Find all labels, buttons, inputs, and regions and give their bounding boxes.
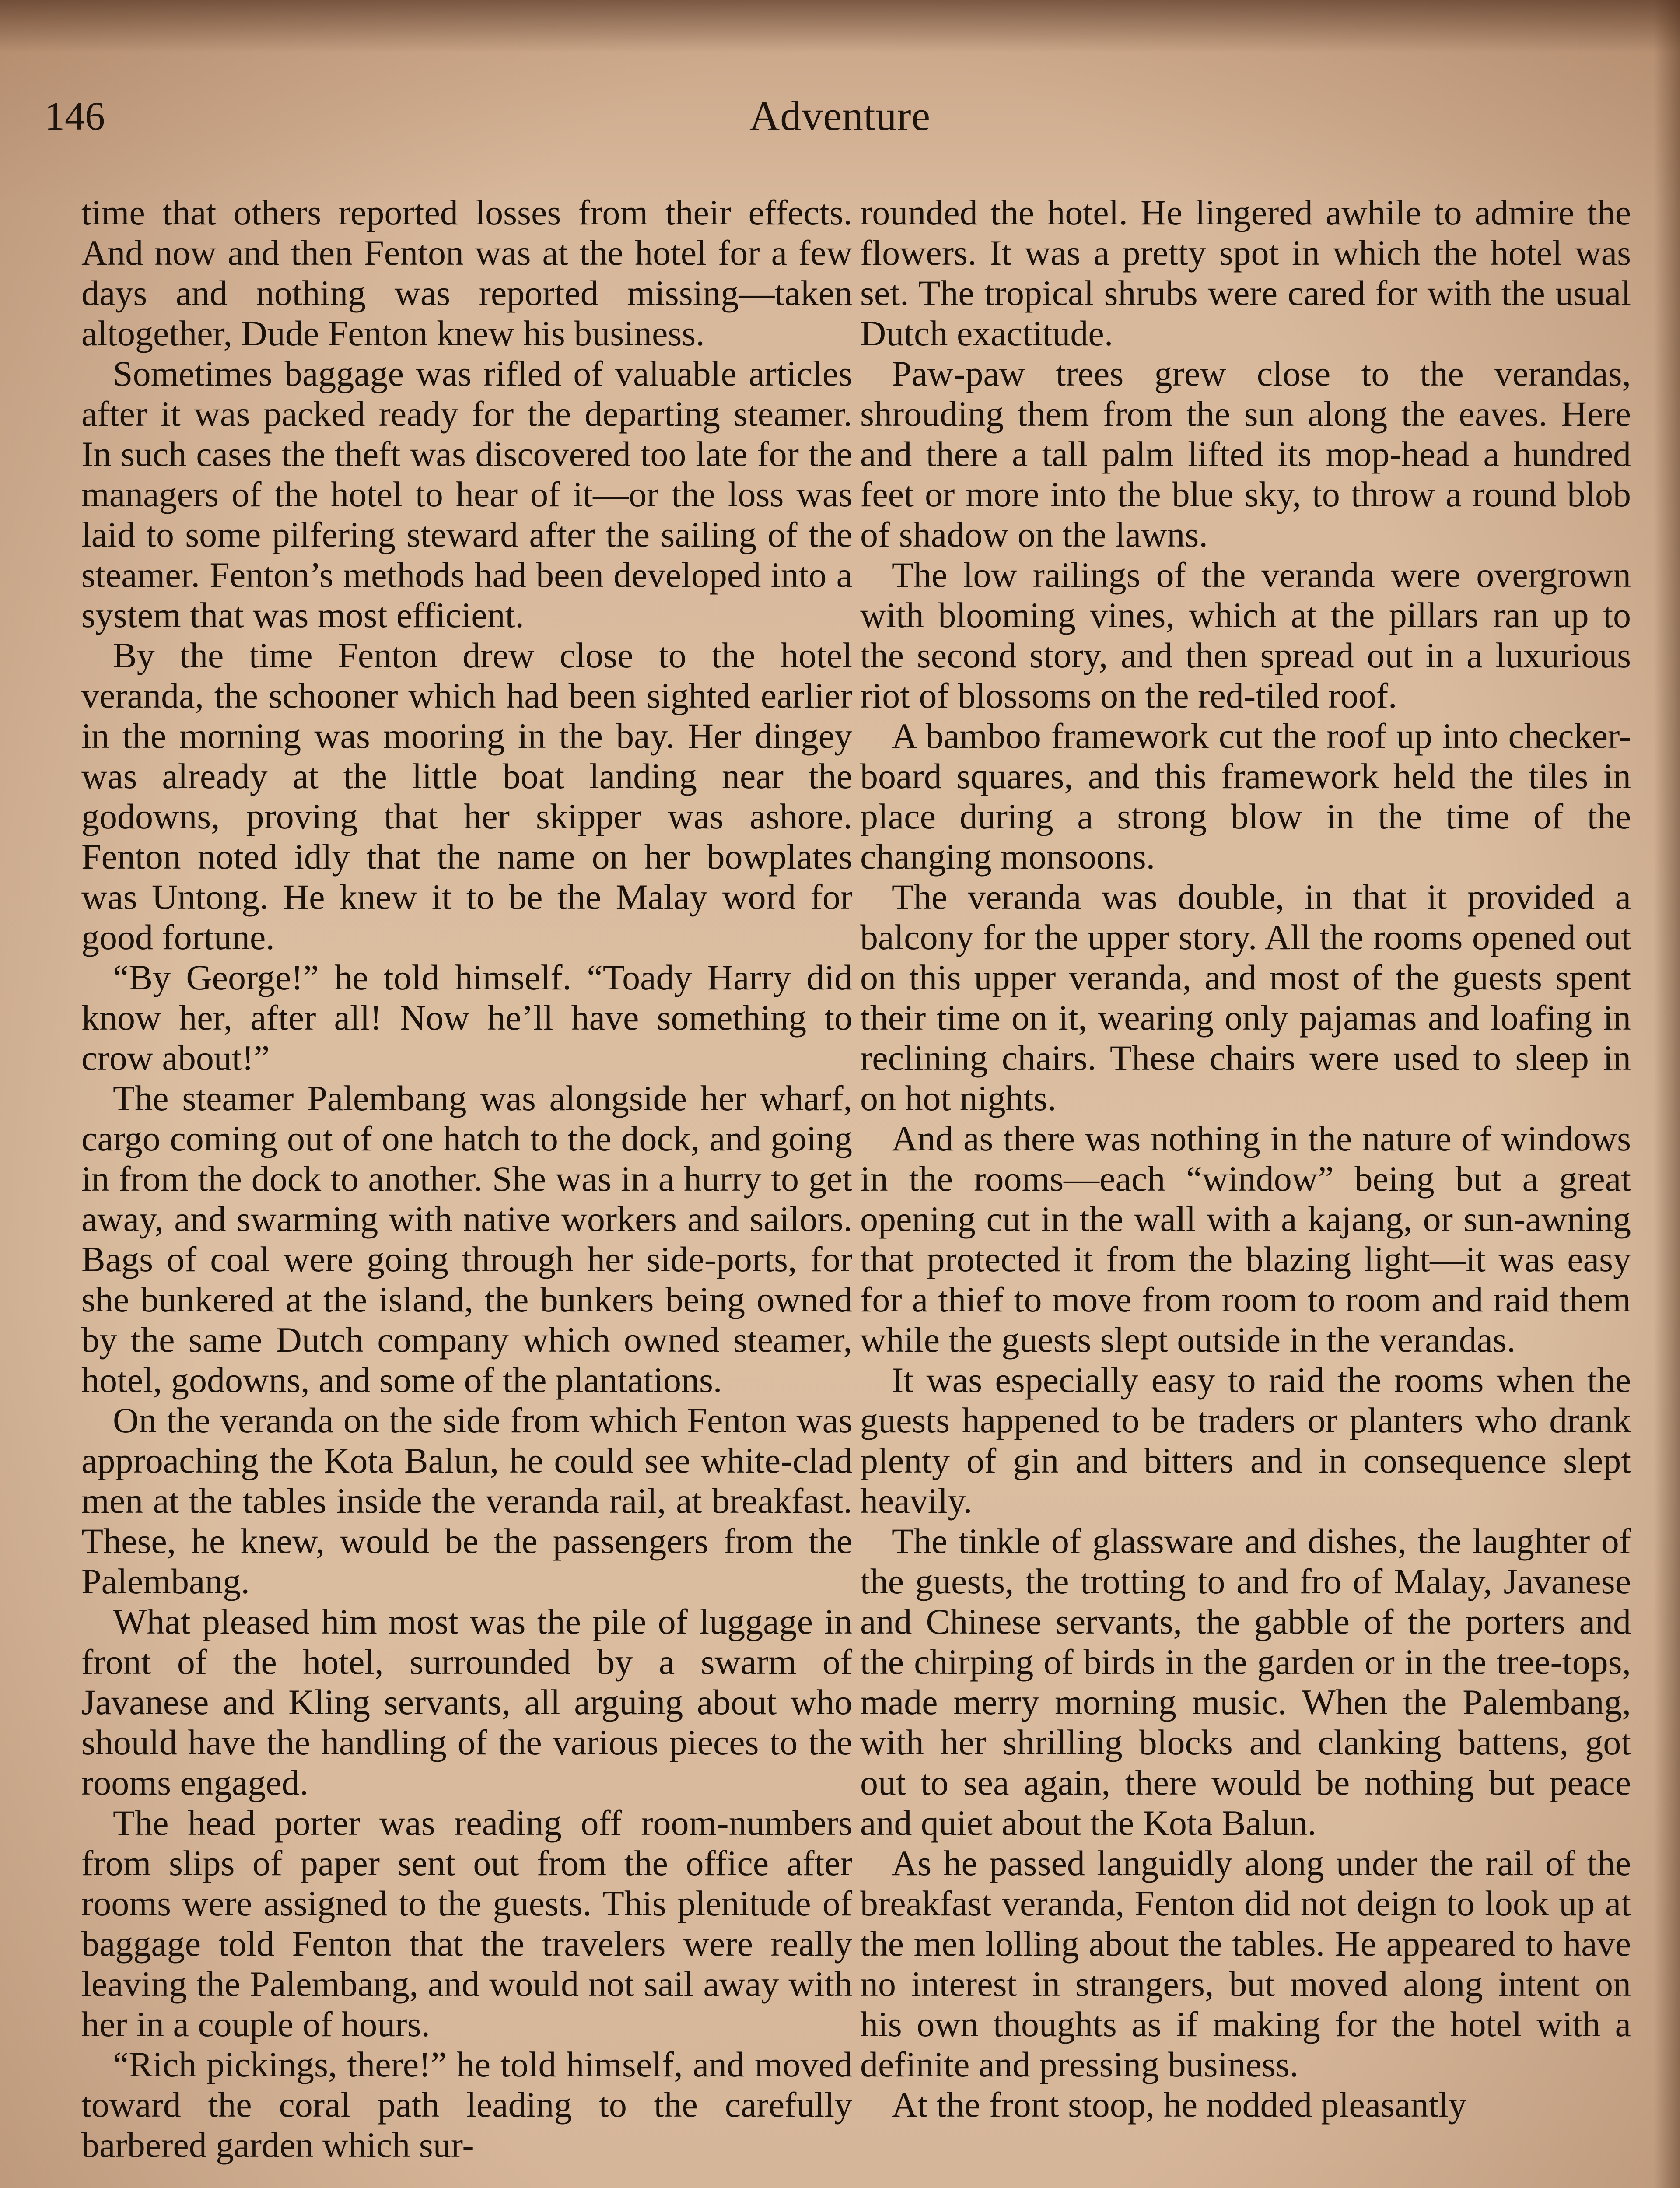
paragraph: time that others reported losses from their effects. And now and then Fenton was at the hotel for a few days and nothing was reported missing—taken altogether, Dude Fenton knew his business. bbox=[81, 193, 852, 353]
paragraph: rounded the hotel. He lingered awhile to admire the flowers. It was a pretty spot in which the hotel was set. The tropical shrubs were cared for with the usual Dutch exactitude. bbox=[860, 193, 1631, 353]
paragraph: On the veranda on the side from which Fenton was approaching the Kota Balun, he could see white-clad men at the tables inside the veranda rail, at breakfast. These, he knew, would be the passengers from the Palembang. bbox=[81, 1400, 852, 1601]
paragraph: At the front stoop, he nodded pleasantly bbox=[892, 2085, 1467, 2125]
text-column-left bbox=[81, 193, 852, 2165]
text-column-right bbox=[860, 193, 1631, 2125]
paragraph: The low railings of the veranda were overgrown with blooming vines, which at the pillars ran up to the second story, and then spread out in a luxurious riot of blossoms on the red-tiled roof. bbox=[860, 555, 1631, 715]
paragraph: The veranda was double, in that it provided a balcony for the upper story. All the rooms opened out on this upper veranda, and most of the guests spent their time on it, wearing only pajamas and loafing in reclining chairs. These chairs were used to sleep in on hot nights. bbox=[860, 877, 1631, 1118]
paragraph: The head porter was reading off room-numbers from slips of paper sent out from the office after rooms were assigned to the guests. This plenitude of baggage told Fenton that the travelers were really leaving the Palembang, and would not sail away with her in a couple of hours. bbox=[81, 1803, 852, 2044]
paragraph: By the time Fenton drew close to the hotel veranda, the schooner which had been sighted earlier in the morning was mooring in the bay. Her dingey was already at the little boat landing near the godowns, proving that her skipper was ashore. Fenton noted idly that the name on her bowplates was Untong. He knew it to be the Malay word for good fortune. bbox=[81, 635, 852, 957]
paragraph: “By George!” he told himself. “Toady Harry did know her, after all! Now he’ll have something to crow about!” bbox=[81, 957, 852, 1078]
page-number: 146 bbox=[45, 94, 105, 138]
paragraph: As he passed languidly along under the rail of the breakfast veranda, Fenton did not deign to look up at the men lolling about the tables. He appeared to have no interest in strangers, but moved along intent on his own thoughts as if making for the hotel with a definite and pressing business. bbox=[860, 1843, 1631, 2084]
journal-title: Adventure bbox=[749, 92, 931, 139]
running-head bbox=[45, 88, 1635, 144]
paragraph: “Rich pickings, there!” he told himself, and moved toward the coral path leading to the carefully barbered garden which sur- bbox=[81, 2044, 852, 2165]
paragraph: And as there was nothing in the nature of windows in the rooms—each “window” being but a great opening cut in the wall with a kajang, or sun-awning that protected it from the blazing light—it was easy for a thief to move from room to room and raid them while the guests slept outside in the verandas. bbox=[860, 1119, 1631, 1360]
paragraph: The tinkle of glassware and dishes, the laughter of the guests, the trotting to and fro of Malay, Javanese and Chinese servants, the gabble of the porters and the chirping of birds in the garden or in the tree-tops, made merry morning music. When the Palembang, with her shrilling blocks and clanking battens, got out to sea again, there would be nothing but peace and quiet about the Kota Balun. bbox=[860, 1521, 1631, 1843]
paragraph: It was especially easy to raid the rooms when the guests happened to be traders or planters who drank plenty of gin and bitters and in consequence slept heavily. bbox=[860, 1360, 1631, 1521]
paragraph: Sometimes baggage was rifled of valuable articles after it was packed ready for the departing steamer. In such cases the theft was discovered too late for the managers of the hotel to hear of it—or the loss was laid to some pilfering steward after the sailing of the steamer. Fenton’s methods had been developed into a system that was most efficient. bbox=[81, 354, 852, 635]
page-top-shadow bbox=[0, 0, 1680, 53]
page-right-shadow bbox=[1654, 0, 1680, 2188]
paragraph: The steamer Palembang was alongside her wharf, cargo coming out of one hatch to the dock, and going in from the dock to another. She was in a hurry to get away, and swarming with native workers and sailors. Bags of coal were going through her side-ports, for she bunkered at the island, the bunkers being owned by the same Dutch company which owned steamer, hotel, godowns, and some of the plantations. bbox=[81, 1078, 852, 1400]
paragraph: A bamboo framework cut the roof up into checker-board squares, and this framework held the tiles in place during a strong blow in the time of the changing monsoons. bbox=[860, 716, 1631, 877]
paragraph: Paw-paw trees grew close to the verandas, shrouding them from the sun along the eaves. Here and there a tall palm lifted its mop-head a hundred feet or more into the blue sky, to throw a round blob of shadow on the lawns. bbox=[860, 354, 1631, 554]
paragraph: What pleased him most was the pile of luggage in front of the hotel, surrounded by a swarm of Javanese and Kling servants, all arguing about who should have the handling of the various pieces to the rooms engaged. bbox=[81, 1602, 852, 1802]
